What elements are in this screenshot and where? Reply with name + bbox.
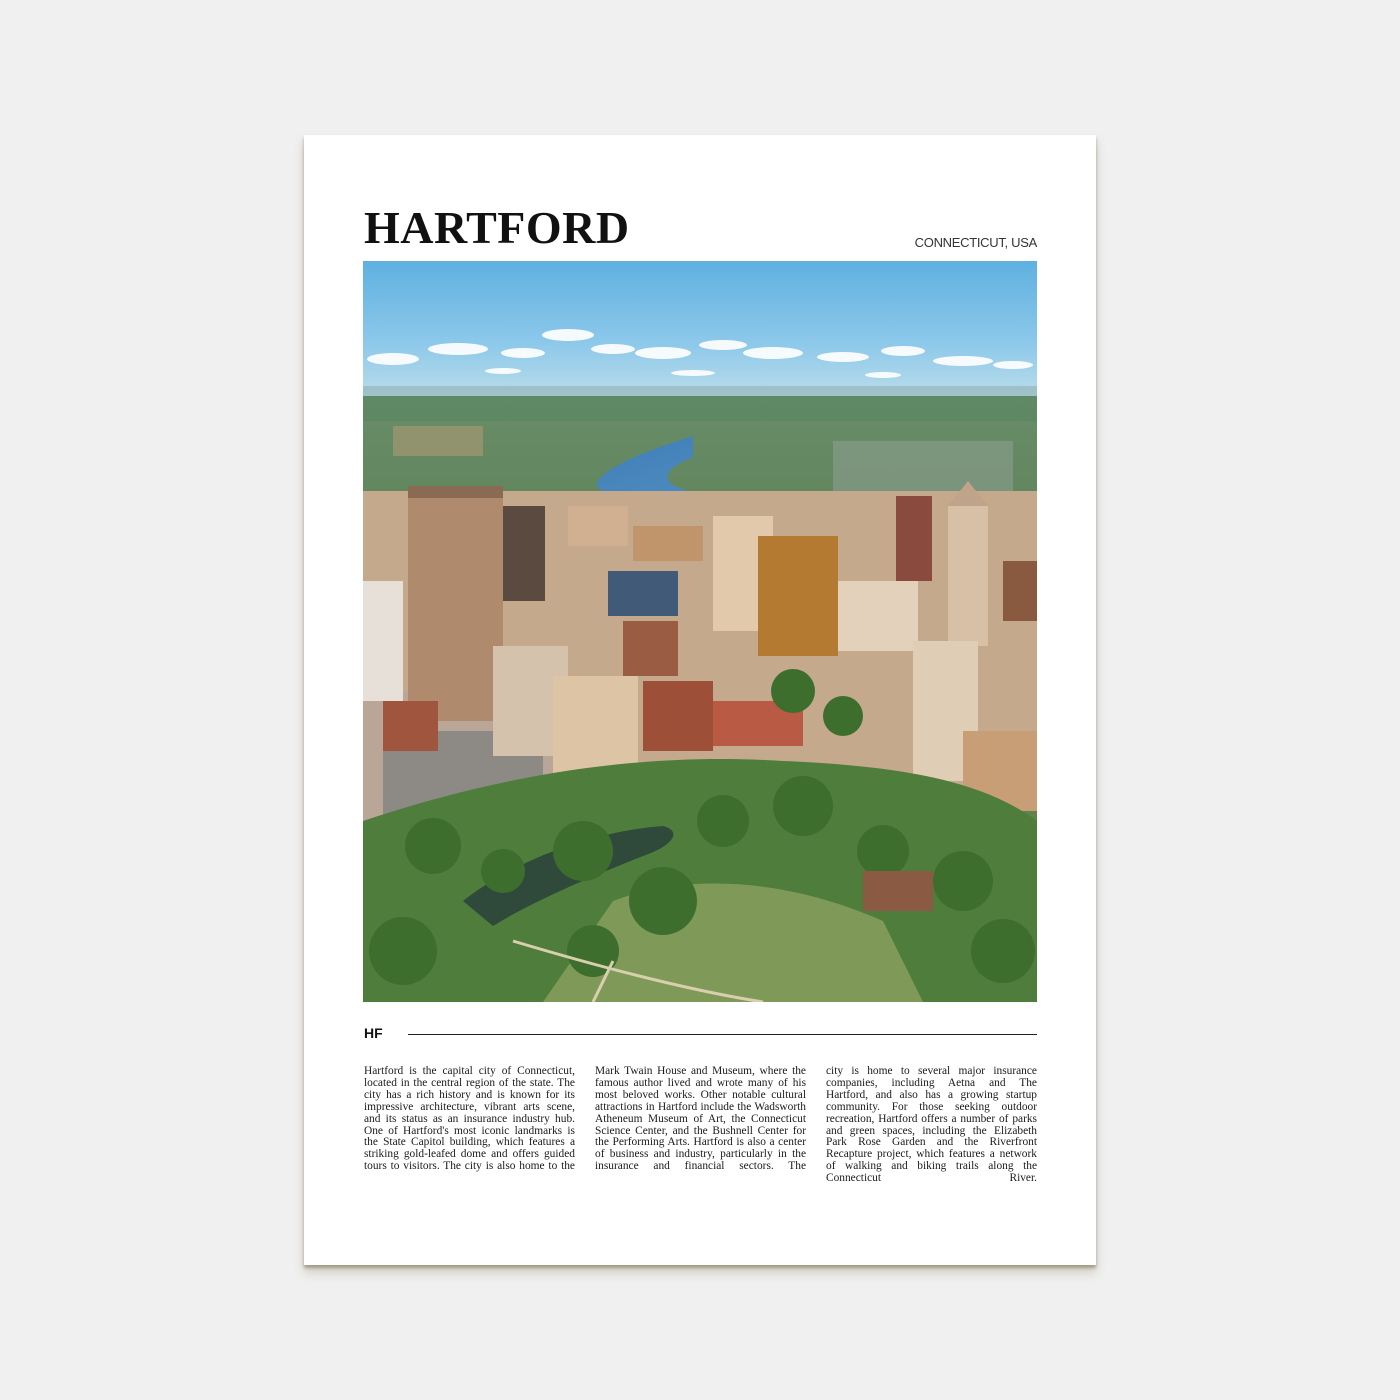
description-column-3: city is home to several major insurance companies, including Aetna and The Hartford, and also has a growing startup community. For those seeking outdoor recreation, Hartford offers a number of parks and green spaces, including the Elizabeth Park Rose Garden and the Riverfront Recapture project, which features a network of walking and biking trails along the Connecticut River. xyxy=(826,1065,1037,1185)
city-abbreviation: HF xyxy=(364,1025,383,1041)
description-columns xyxy=(364,1066,1037,1185)
description-column-2: Mark Twain House and Museum, where the famous author lived and wrote many of his most beloved works. Other notable cultural attractions in Hartford include the Wadsworth Atheneum Museum of Art, the Connecticut Science Center, and the Bushnell Center for the Performing Arts. Hartford is also a center of business and industry, particularly in the insurance and financial sectors. The xyxy=(595,1065,806,1173)
poster xyxy=(304,135,1096,1265)
poster-title: HARTFORD xyxy=(364,202,630,253)
aerial-city-photo xyxy=(363,261,1037,1002)
description-column-1: Hartford is the capital city of Connecticut, located in the central region of the state. The city has a rich history and is known for its impressive architecture, vibrant arts scene, and its status as an insurance industry hub. One of Hartford's most iconic landmarks is the State Capitol building, which features a striking gold-leafed dome and offers guided tours to visitors. The city is also home to the xyxy=(364,1065,575,1173)
poster-subtitle: CONNECTICUT, USA xyxy=(914,235,1037,250)
divider-line xyxy=(408,1034,1037,1035)
